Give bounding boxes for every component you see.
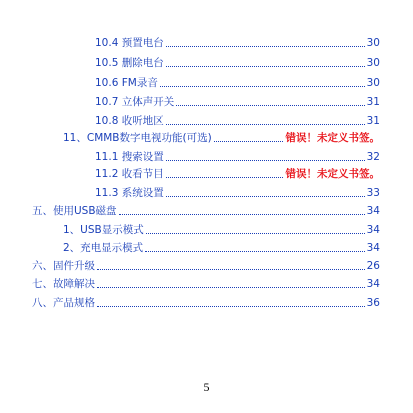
toc-entry[interactable] <box>95 30 380 50</box>
page-number: 5 <box>203 380 210 394</box>
toc-entry-title: 六、固件升级 <box>32 260 95 272</box>
toc-leader-dots <box>214 141 283 142</box>
toc-entry-title: 11.2 收看节目 <box>95 168 164 180</box>
toc-entry-title: 10.5 删除电台 <box>95 57 164 69</box>
toc-leader-dots <box>166 66 365 67</box>
toc-entry-title: 七、故障解决 <box>32 278 95 290</box>
toc-entry-page: 34 <box>366 205 380 217</box>
toc-entry[interactable] <box>95 161 380 181</box>
toc-entry-title: 五、使用USB磁盘 <box>32 205 117 217</box>
toc-bookmark-error: 错误！未定义书签。 <box>285 168 380 180</box>
toc-entry-page: 30 <box>366 77 380 89</box>
toc-entry-page: 32 <box>366 151 380 163</box>
toc-entry[interactable] <box>63 235 380 255</box>
toc-entry-title: 11.3 系统设置 <box>95 187 164 199</box>
toc-entry-page: 34 <box>366 224 380 236</box>
toc-entry[interactable] <box>63 125 380 145</box>
toc-entry[interactable] <box>32 253 380 273</box>
toc-entry-title: 1、USB显示模式 <box>63 224 144 236</box>
toc-leader-dots <box>166 196 365 197</box>
toc-entry-title: 10.8 收听地区 <box>95 115 164 127</box>
toc-entry-page: 34 <box>366 278 380 290</box>
toc-entry-page: 31 <box>366 96 380 108</box>
toc-leader-dots <box>176 105 364 106</box>
toc-entry-title: 11、CMMB数字电视功能(可选) <box>63 132 212 144</box>
toc-entry[interactable] <box>63 217 380 237</box>
toc-leader-dots <box>166 177 283 178</box>
toc-entry-page: 36 <box>366 297 380 309</box>
toc-entry-page: 31 <box>366 115 380 127</box>
toc-entry-title: 11.1 搜索设置 <box>95 151 164 163</box>
toc-leader-dots <box>160 86 365 87</box>
toc-entry-title: 八、产品规格 <box>32 297 95 309</box>
toc-entry-title: 10.6 FM录音 <box>95 77 158 89</box>
toc-leader-dots <box>145 251 364 252</box>
toc-bookmark-error: 错误！未定义书签。 <box>285 132 380 144</box>
toc-entry-page: 34 <box>366 242 380 254</box>
toc-entry-title: 10.7 立体声开关 <box>95 96 175 108</box>
toc-entry-page: 30 <box>366 57 380 69</box>
toc-entry[interactable] <box>32 290 380 310</box>
toc-entry[interactable] <box>95 89 380 109</box>
toc-leader-dots <box>119 214 365 215</box>
toc-leader-dots <box>146 233 365 234</box>
toc-entry[interactable] <box>95 180 380 200</box>
toc-entry-title: 10.4 预置电台 <box>95 37 164 49</box>
toc-entry[interactable] <box>32 198 380 218</box>
toc-entry-page: 33 <box>366 187 380 199</box>
toc-entry[interactable] <box>95 50 380 70</box>
toc-entry[interactable] <box>32 271 380 291</box>
toc-leader-dots <box>97 269 365 270</box>
toc-leader-dots <box>97 287 365 288</box>
toc-entry-page: 30 <box>366 37 380 49</box>
toc-leader-dots <box>166 46 365 47</box>
toc-leader-dots <box>97 306 365 307</box>
toc-entry-page: 26 <box>366 260 380 272</box>
toc-entry[interactable] <box>95 70 380 90</box>
toc-entry-title: 2、充电显示模式 <box>63 242 144 254</box>
